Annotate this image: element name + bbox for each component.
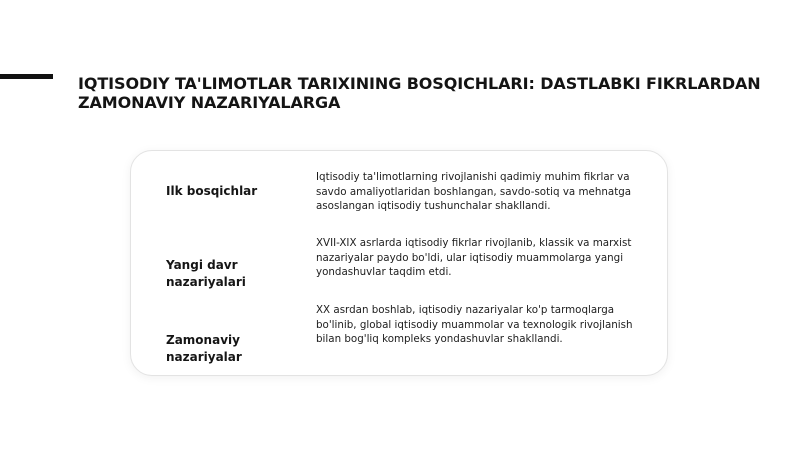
stage-label-early: Ilk bosqichlar	[166, 184, 258, 198]
stage-text-modern: XX asrdan boshlab, iqtisodiy nazariyalar ko'p tarmoqlarga bo'linib, global iqtisodiy muammolar va texnologik rivojlanish bilan bog'liq kompleks yondashuvlar shakllandi.	[316, 304, 633, 345]
stages-card	[130, 150, 668, 376]
stage-text-new-era: XVII-XIX asrlarda iqtisodiy fikrlar rivojlanib, klassik va marxist nazariyalar paydo bo'ldi, ular iqtisodiy muammolarga yangi yondashuvlar taqdim etdi.	[316, 237, 632, 278]
title-accent-bar	[0, 74, 53, 79]
slide-title: IQTISODIY TA'LIMOTLAR TARIXINING BOSQICHLARI: DASTLABKI FIKRLARDAN ZAMONAVIY NAZARIYALARGA	[78, 74, 761, 112]
stage-text-early: Iqtisodiy ta'limotlarning rivojlanishi qadimiy muhim fikrlar va savdo amaliyotlaridan boshlangan, savdo-sotiq va mehnatga asoslangan iqtisodiy tushunchalar shakllandi.	[316, 171, 632, 212]
stage-label-new-era: Yangi davr nazariyalari	[166, 258, 246, 289]
stage-label-modern: Zamonaviy nazariyalar	[166, 333, 242, 364]
